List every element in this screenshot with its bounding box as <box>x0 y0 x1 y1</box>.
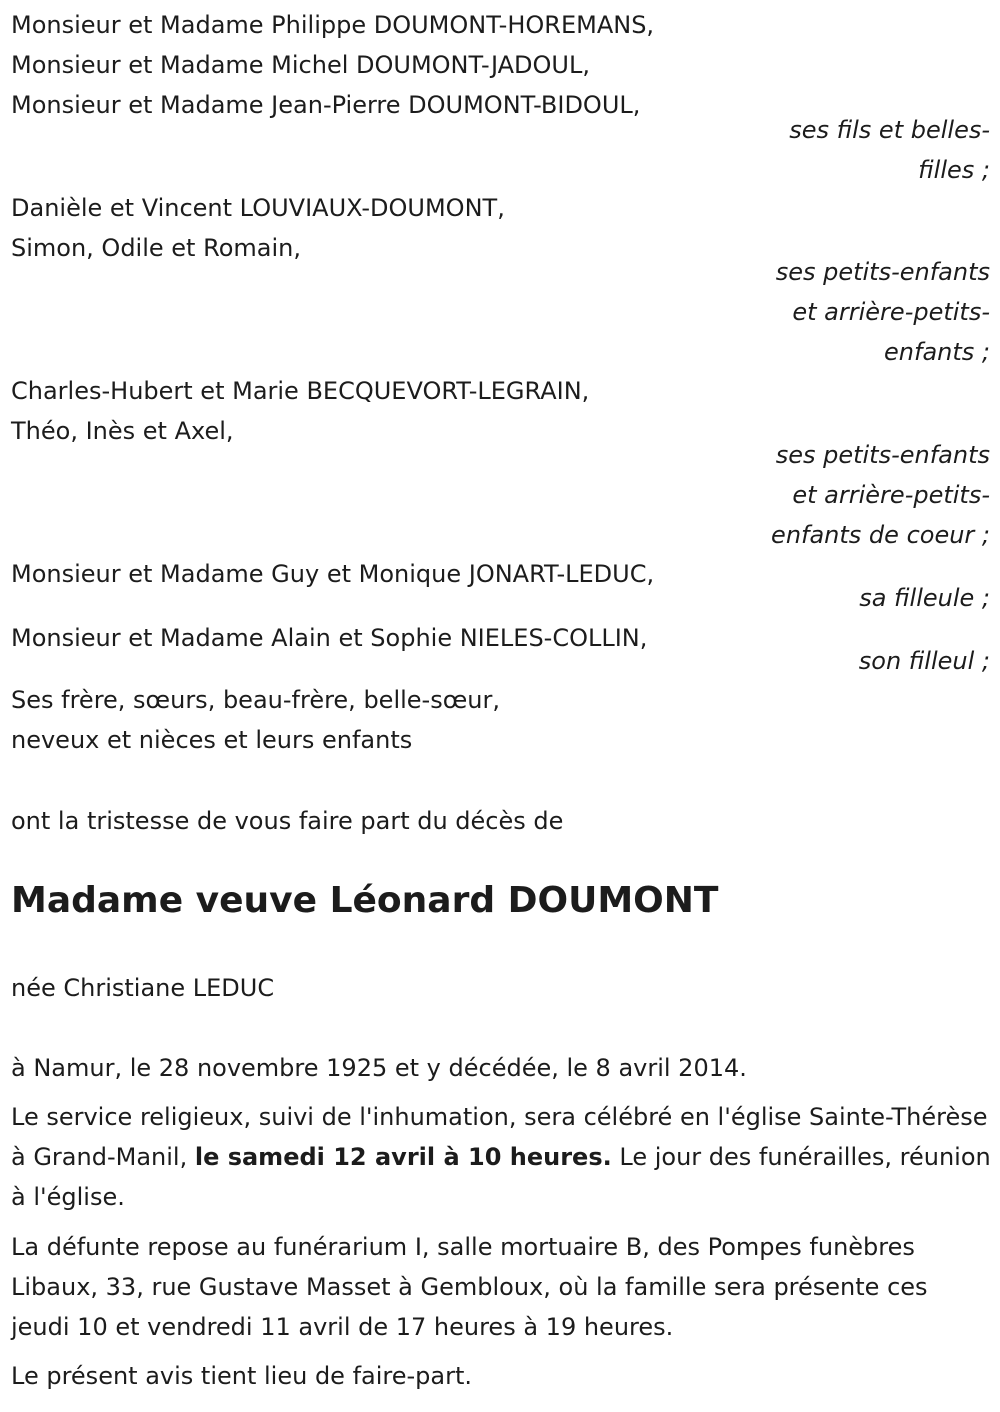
family-line: Monsieur et Madame Jean-Pierre DOUMONT-BIDOUL, <box>11 91 641 119</box>
family-line: Théo, Inès et Axel, <box>11 417 234 445</box>
relation-line: et arrière-petits- <box>792 481 990 509</box>
relation-note-godson <box>750 641 990 681</box>
service-paragraph <box>11 1097 991 1217</box>
relation-note-sons <box>750 110 990 190</box>
birth-death-info: à Namur, le 28 novembre 1925 et y décédée, le 8 avril 2014. <box>11 1054 747 1082</box>
relation-line: ses petits-enfants <box>775 441 990 469</box>
family-group-goddaughter <box>11 554 654 594</box>
rest-paragraph: La défunte repose au funérarium I, salle mortuaire B, des Pompes funèbres Libaux, 33, rue Gustave Masset à Gembloux, où la famille sera présente ces jeudi 10 et vendredi 11 avril de 17 heures à 19 heures. <box>11 1233 928 1341</box>
service-text: Le service religieux, suivi de l'inhumation, sera célébré en l'église Sainte-Thérèse à Grand-Manil, <box>11 1103 988 1171</box>
relation-line: ses fils et belles- <box>789 116 990 144</box>
relation-note-goddaughter <box>750 578 990 618</box>
relation-line: filles ; <box>918 156 990 184</box>
family-group-godson <box>11 618 647 658</box>
relation-note-grandchildren <box>750 252 990 372</box>
family-line: neveux et nièces et leurs enfants <box>11 726 413 754</box>
family-line: Monsieur et Madame Guy et Monique JONART-LEDUC, <box>11 560 655 588</box>
family-line: Ses frère, sœurs, beau-frère, belle-sœur, <box>11 686 500 714</box>
relation-line: sa filleule ; <box>859 584 990 612</box>
family-line: Monsieur et Madame Philippe DOUMONT-HOREMANS, <box>11 11 655 39</box>
family-line: Danièle et Vincent LOUVIAUX-DOUMONT, <box>11 194 505 222</box>
service-text-after: Le jour des funérailles, réunion à l'église. <box>11 1143 991 1211</box>
family-group-heart <box>11 371 589 451</box>
relation-line: enfants ; <box>884 338 990 366</box>
relation-line: et arrière-petits- <box>792 298 990 326</box>
family-line: Charles-Hubert et Marie BECQUEVORT-LEGRAIN, <box>11 377 590 405</box>
birth-name: née Christiane LEDUC <box>11 974 275 1002</box>
relation-line: son filleul ; <box>858 647 990 675</box>
deceased-name: Madame veuve Léonard DOUMONT <box>11 880 719 921</box>
family-line: Simon, Odile et Romain, <box>11 234 301 262</box>
relation-line: enfants de coeur ; <box>771 521 990 549</box>
announcement-text: ont la tristesse de vous faire part du décès de <box>11 807 564 835</box>
family-line: Monsieur et Madame Alain et Sophie NIELES-COLLIN, <box>11 624 648 652</box>
service-datetime: le samedi 12 avril à 10 heures. <box>194 1143 612 1171</box>
family-line: Monsieur et Madame Michel DOUMONT-JADOUL, <box>11 51 590 79</box>
family-group-sons <box>11 5 654 125</box>
closing-text: Le présent avis tient lieu de faire-part. <box>11 1362 473 1390</box>
family-group-grandchildren <box>11 188 505 268</box>
relation-note-heart <box>750 435 990 555</box>
relation-line: ses petits-enfants <box>775 258 990 286</box>
family-group-siblings <box>11 680 500 760</box>
